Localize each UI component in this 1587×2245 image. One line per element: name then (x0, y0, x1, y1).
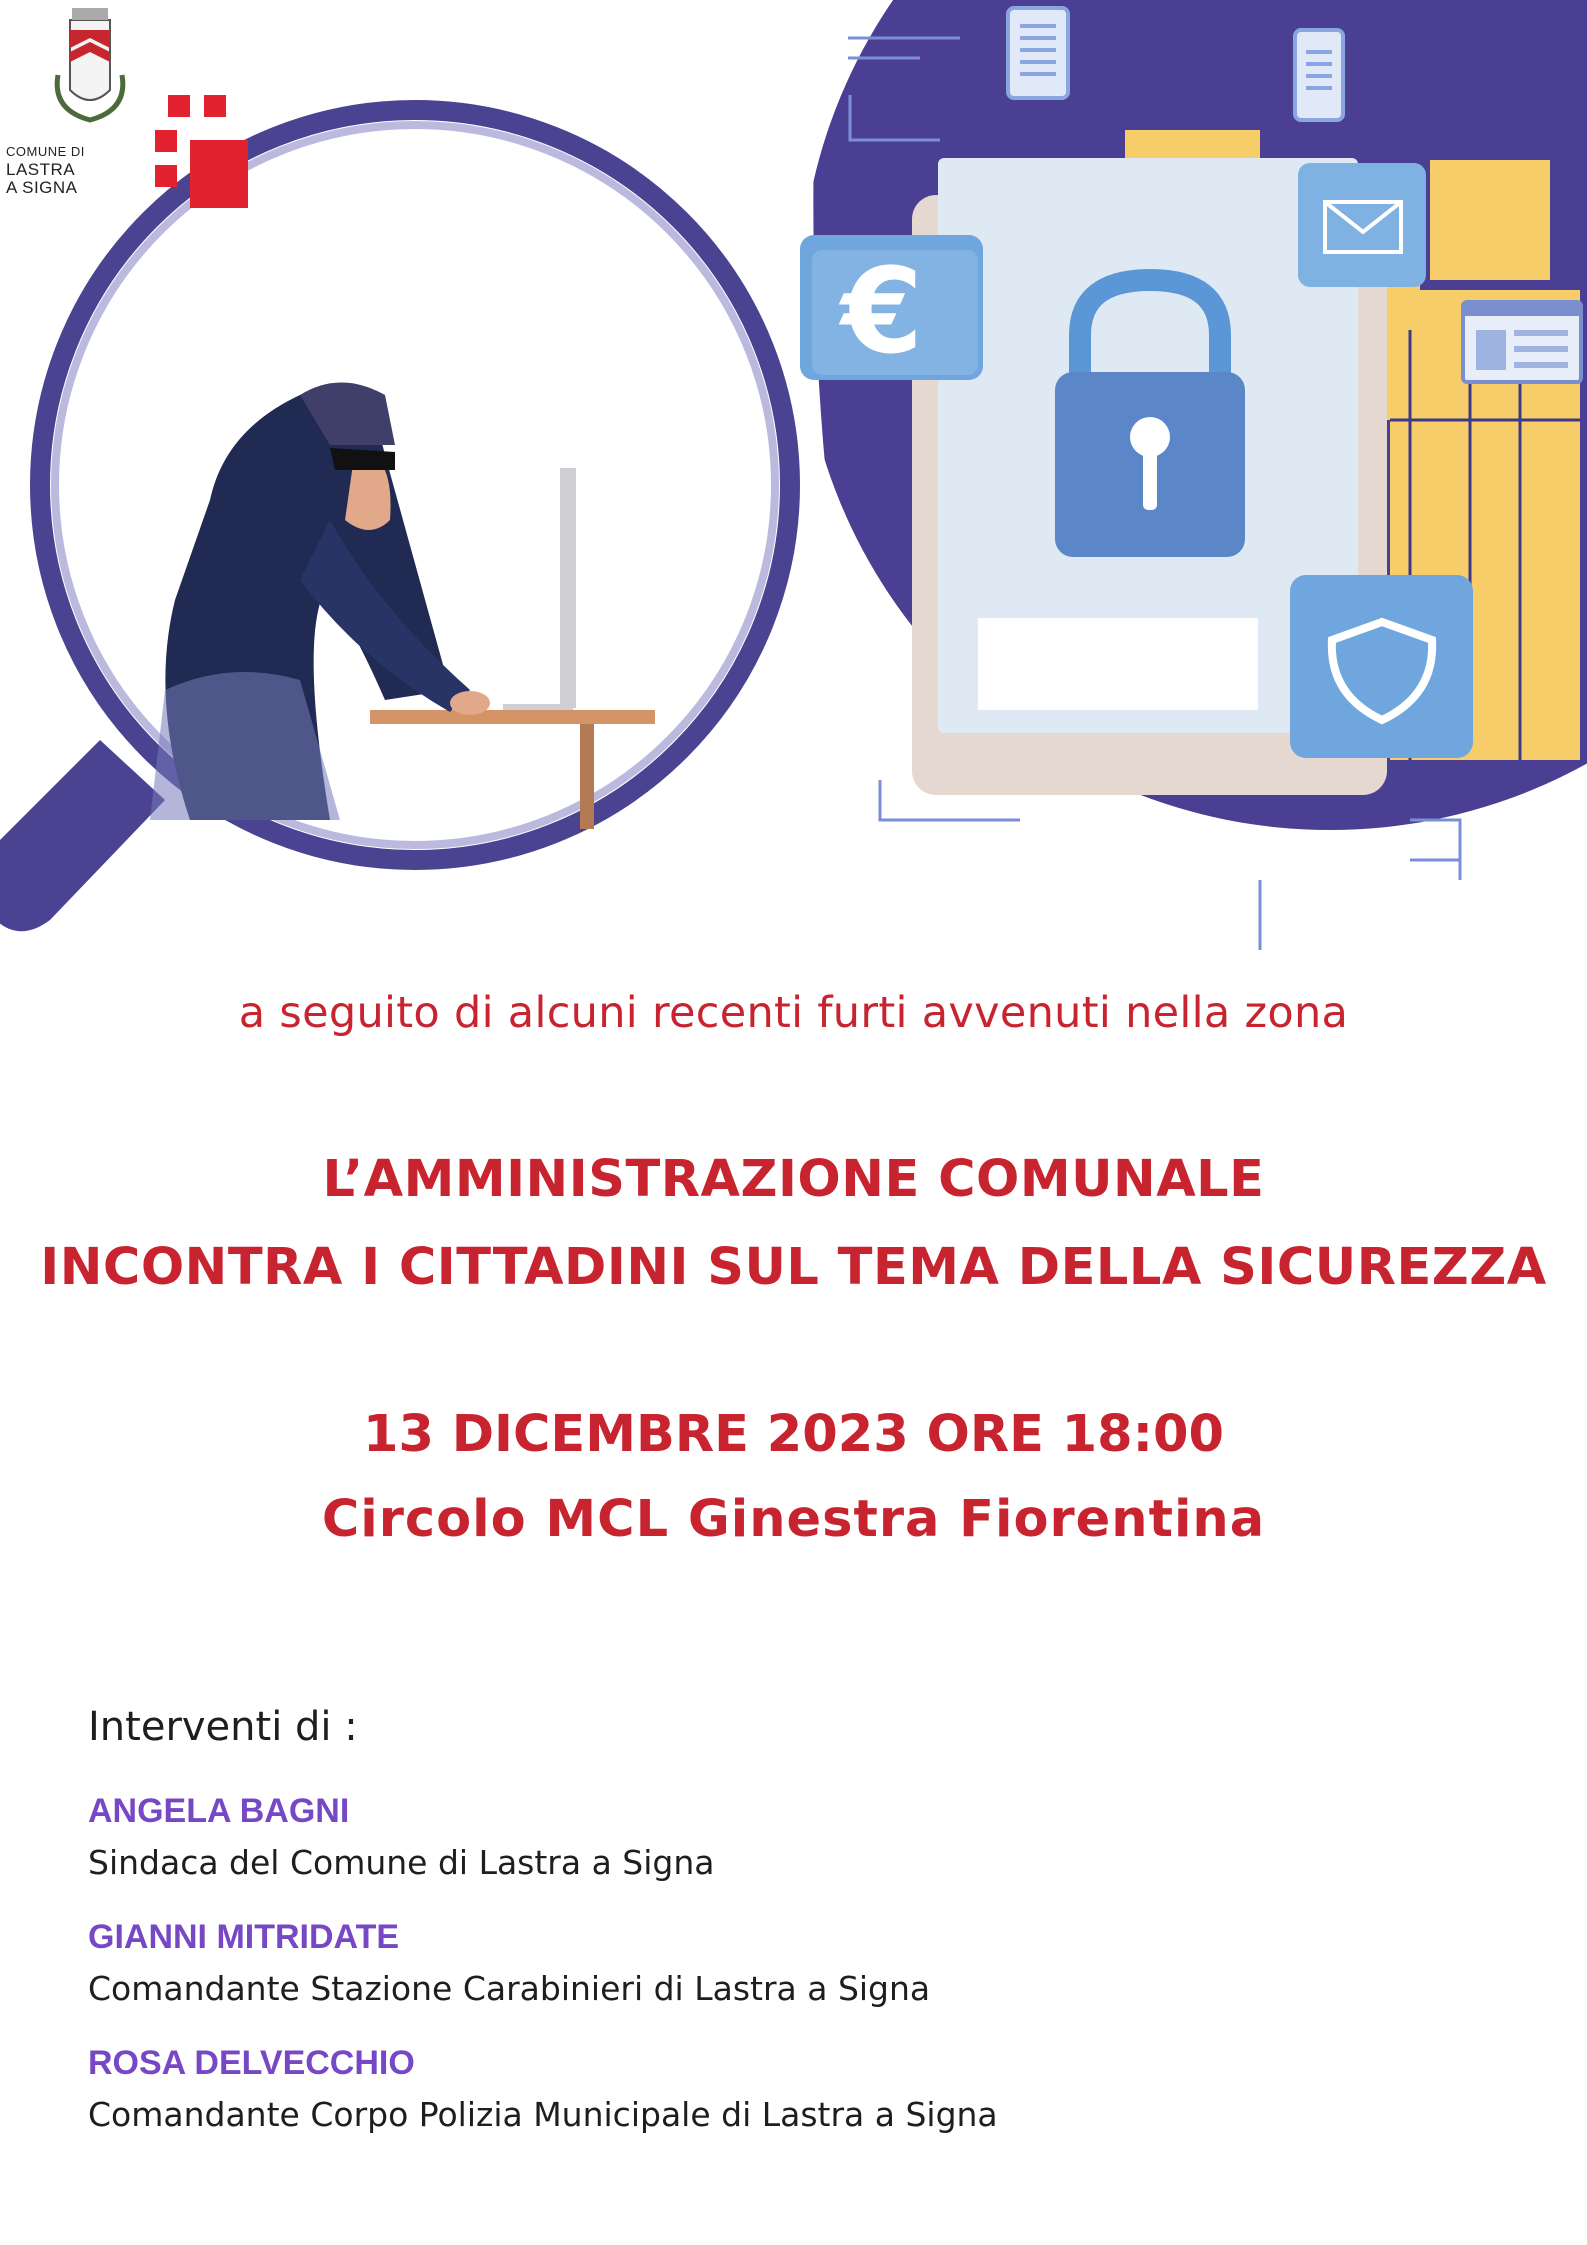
event-place: Circolo MCL Ginestra Fiorentina (321, 1490, 1266, 1549)
euro-icon (800, 235, 983, 380)
speakers-heading: Interventi di : (88, 1704, 358, 1750)
event-date-time: 13 DICEMBRE 2023 ORE 18:00 (362, 1405, 1225, 1464)
speakers-section (88, 1700, 1488, 2166)
municipality-logo-text (6, 143, 116, 197)
hero-illustration (0, 0, 1587, 950)
document-icon (1008, 8, 1068, 98)
shield-icon (1290, 575, 1473, 758)
logo-line-1: COMUNE DI (6, 144, 85, 159)
speaker-role: Sindaca del Comune di Lastra a Signa (88, 1843, 715, 1882)
intro-subtitle: a seguito di alcuni recenti furti avvenuti nella zona (238, 988, 1349, 1038)
speaker-item (88, 1788, 1488, 1892)
speaker-name: GIANNI MITRIDATE (88, 1918, 400, 1956)
logo-line-3: A SIGNA (6, 178, 78, 197)
speaker-role: Comandante Stazione Carabinieri di Lastra a Signa (88, 1969, 931, 2008)
headline-line-2: INCONTRA I CITTADINI SUL TEMA DELLA SICUREZZA (40, 1238, 1547, 1297)
speaker-item (88, 2040, 1488, 2144)
envelope-icon (1298, 163, 1426, 287)
speaker-name: ANGELA BAGNI (88, 1792, 350, 1830)
euro-symbol: € (840, 242, 924, 380)
browser-window-icon (1463, 302, 1581, 382)
phone-icon (1295, 30, 1343, 120)
logo-line-2: LASTRA (6, 160, 76, 179)
speaker-item (88, 1914, 1488, 2018)
headline-line-1: L’AMMINISTRAZIONE COMUNALE (322, 1150, 1265, 1209)
speaker-role: Comandante Corpo Polizia Municipale di Lastra a Signa (88, 2095, 998, 2134)
speaker-name: ROSA DELVECCHIO (88, 2044, 415, 2082)
